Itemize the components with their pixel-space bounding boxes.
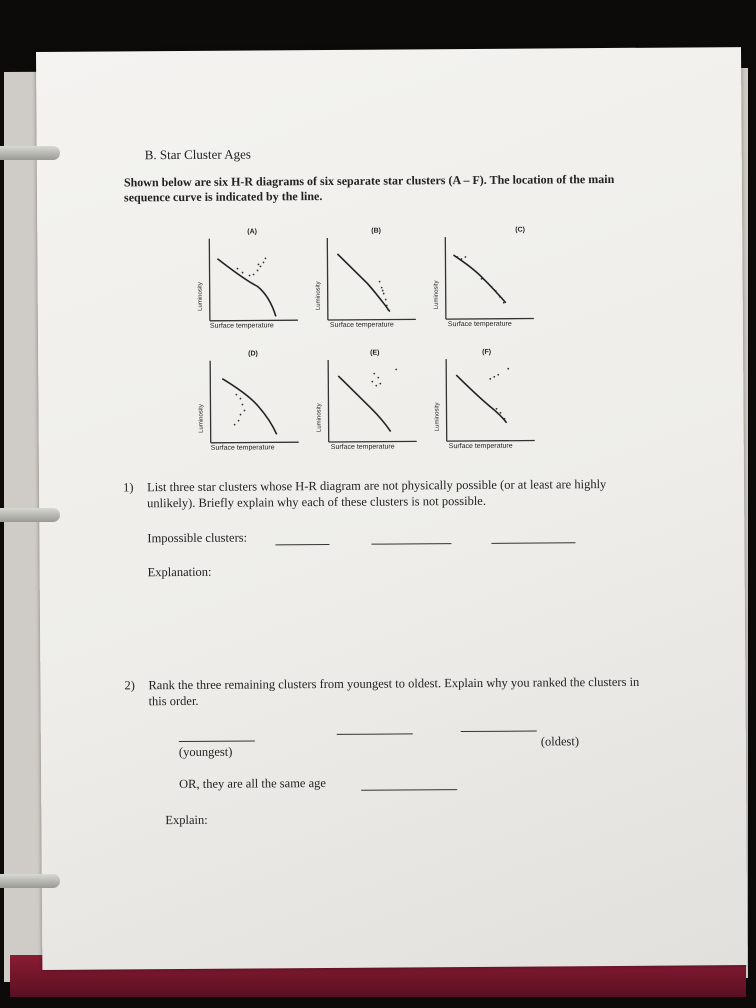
question-text: List three star clusters whose H-R diagram are not physically possible (or at least are highly unlikely). Briefly explain why each of these clusters is not possible. <box>146 477 607 511</box>
hr-plot-d <box>198 350 319 471</box>
worksheet-page <box>36 47 747 970</box>
same-age-blank[interactable] <box>361 789 457 791</box>
x-axis-label: Surface temperature <box>448 442 513 451</box>
oldest-label: (oldest) <box>540 734 580 749</box>
y-axis-label: Luminosity <box>198 404 205 433</box>
hr-diagram-c <box>433 226 554 347</box>
section-title: B. Star Cluster Ages <box>144 146 251 163</box>
diagram-label: (A) <box>247 228 258 236</box>
section-intro: Shown below are six H-R diagrams of six separate star clusters (A – F). The location of the main sequence curve is indicated by the line. <box>123 171 615 205</box>
diagram-label: (C) <box>515 226 525 234</box>
binder-ring-middle <box>0 508 60 522</box>
question-number: 2) <box>124 678 135 693</box>
diagram-label: (D) <box>248 350 258 358</box>
diagram-label: (B) <box>371 227 382 235</box>
hr-plot-b <box>315 227 436 348</box>
x-axis-label: Surface temperature <box>210 444 275 452</box>
rank-blank-youngest[interactable] <box>179 740 255 742</box>
x-axis-label: Surface temperature <box>209 322 274 330</box>
rank-blank-middle[interactable] <box>337 733 413 735</box>
hr-diagram-f <box>434 348 555 469</box>
youngest-label: (youngest) <box>178 744 233 760</box>
hr-diagram-b <box>315 227 436 348</box>
diagram-label: (F) <box>482 348 492 356</box>
x-axis-label: Surface temperature <box>447 320 512 329</box>
binder-ring-top <box>0 146 60 160</box>
impossible-cluster-blank-2[interactable] <box>371 543 451 545</box>
impossible-cluster-blank-3[interactable] <box>491 542 575 544</box>
same-age-label: OR, they are all the same age <box>179 775 326 792</box>
question-text: Rank the three remaining clusters from youngest to oldest. Explain why you ranked the clusters in this order. <box>148 674 640 709</box>
explanation-label: Explanation: <box>147 564 212 580</box>
diagram-label: (E) <box>370 349 380 357</box>
y-axis-label: Luminosity <box>433 280 440 310</box>
y-axis-label: Luminosity <box>316 403 323 433</box>
y-axis-label: Luminosity <box>197 282 204 311</box>
hr-plot-f <box>434 348 555 469</box>
question-number: 1) <box>122 480 134 495</box>
y-axis-label: Luminosity <box>315 281 322 311</box>
impossible-cluster-blank-1[interactable] <box>275 544 329 545</box>
rank-blank-oldest[interactable] <box>461 731 537 733</box>
impossible-clusters-label: Impossible clusters: <box>147 530 248 546</box>
x-axis-label: Surface temperature <box>329 321 394 329</box>
hr-plot-a <box>197 228 318 349</box>
hr-diagram-a <box>197 228 318 349</box>
explain-label: Explain: <box>165 812 208 828</box>
y-axis-label: Luminosity <box>434 402 441 432</box>
hr-plot-c <box>433 226 554 347</box>
hr-diagram-d <box>198 350 319 471</box>
binder-ring-bottom <box>0 874 60 888</box>
x-axis-label: Surface temperature <box>330 443 395 451</box>
hr-plot-e <box>316 349 437 470</box>
hr-diagram-e <box>316 349 437 470</box>
